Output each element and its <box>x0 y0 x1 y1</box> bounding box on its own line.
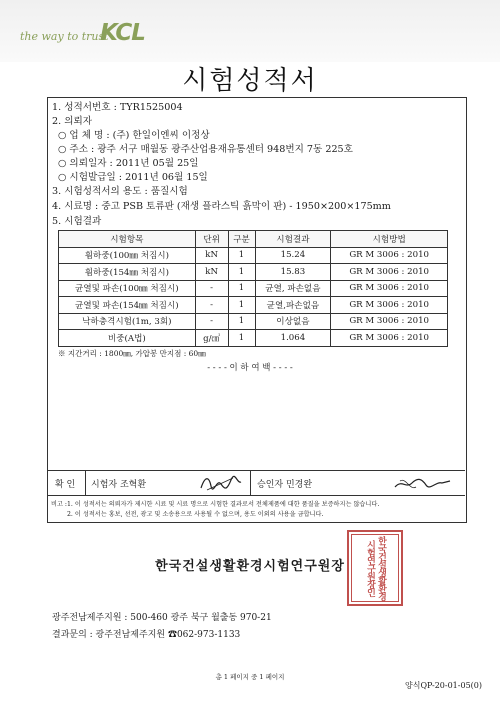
table-row <box>59 280 448 297</box>
col-header-method: 시험방법 <box>331 231 448 248</box>
cell-method: GR M 3006 : 2010 <box>331 297 448 314</box>
cell-result: 15.83 <box>255 264 331 281</box>
cell-item: 균열및 파손(154㎜ 처짐시) <box>59 297 196 314</box>
cert-number: 1. 성적서번호 : TYR1525004 <box>52 102 183 113</box>
seal-text: 한국건설생활환경시험연구원장인 <box>365 536 386 600</box>
cell-unit: - <box>195 280 228 297</box>
cell-unit: kN <box>195 247 228 264</box>
cell-method: GR M 3006 : 2010 <box>331 280 448 297</box>
signature-divider <box>85 471 86 495</box>
results-table <box>58 230 448 347</box>
remark-2: 2. 이 성적서는 홍보, 선전, 광고 및 소송용으로 사용될 수 없으며, 용도 이외의 사용을 금합니다. <box>67 510 324 518</box>
cell-result: 균열, 파손없음 <box>255 280 331 297</box>
col-header-division: 구분 <box>228 231 255 248</box>
company-name: ○ 업 체 명 : (주) 한일이엔씨 이정상 <box>58 130 210 141</box>
cell-result: 이상없음 <box>255 313 331 330</box>
footer-contact: 결과문의 : 광주전남제주지원 ☎062-973-1133 <box>52 630 241 640</box>
cell-result: 1.064 <box>255 330 331 347</box>
cell-item: 낙하충격시험(1m, 3회) <box>59 313 196 330</box>
seal-inner <box>351 534 399 602</box>
table-row <box>59 297 448 314</box>
table-header-row <box>59 231 448 248</box>
sample-name: 4. 시료명 : 중고 PSB 토류판 (재생 플라스틱 흙막이 판) - 1950×200×175mm <box>52 201 391 212</box>
tester-name: 시험자 조혁환 <box>91 480 147 490</box>
approver-signature <box>392 473 452 493</box>
table-row <box>59 247 448 264</box>
company-address: ○ 주소 : 광주 서구 매월동 광주산업용재유통센터 948번지 7동 225호 <box>58 144 353 155</box>
cell-division: 1 <box>228 297 255 314</box>
results-heading: 5. 시험결과 <box>52 216 102 227</box>
kcl-logo: KCL <box>100 20 145 46</box>
cell-unit: kN <box>195 264 228 281</box>
cell-unit: g/㎤ <box>195 330 228 347</box>
cell-method: GR M 3006 : 2010 <box>331 313 448 330</box>
request-date: ○ 의뢰일자 : 2011년 05월 25일 <box>58 158 199 169</box>
confirm-label: 확 인 <box>55 480 76 490</box>
cell-result: 15.24 <box>255 247 331 264</box>
cell-method: GR M 3006 : 2010 <box>331 247 448 264</box>
cell-division: 1 <box>228 330 255 347</box>
remarks <box>47 500 465 519</box>
footer-address: 광주전남제주지원 : 500-460 광주 북구 월출동 970-21 <box>52 613 272 623</box>
issuing-organization: 한국건설생활환경시험연구원장 <box>155 559 345 574</box>
client-heading: 2. 의뢰자 <box>52 116 93 127</box>
table-footnote: ※ 지간거리 : 1800㎜, 가압봉 만지점 : 60㎜ <box>58 349 206 358</box>
cell-division: 1 <box>228 247 255 264</box>
col-header-item: 시험항목 <box>59 231 196 248</box>
cell-item: 비중(A법) <box>59 330 196 347</box>
page-indicator: 총 1 페이지 중 1 페이지 <box>215 673 285 681</box>
table-row <box>59 330 448 347</box>
cell-division: 1 <box>228 280 255 297</box>
cell-method: GR M 3006 : 2010 <box>331 330 448 347</box>
remark-1: 1. 이 성적서는 의뢰자가 제시한 시료 및 시료 명으로 시험한 결과로서 전체제품에 대한 품질을 보증하지는 않습니다. <box>67 501 380 508</box>
cell-item: 휨하중(100㎜ 처짐시) <box>59 247 196 264</box>
signature-row <box>47 470 465 496</box>
cell-division: 1 <box>228 264 255 281</box>
approver-name: 승인자 민경완 <box>257 480 313 490</box>
end-mark: - - - - 이 하 여 백 - - - - <box>207 363 293 373</box>
tester-signature <box>197 472 243 494</box>
form-code: 양식QP-20-01-05(0) <box>405 681 482 690</box>
document-title: 시험성적서 <box>182 66 318 96</box>
cell-method: GR M 3006 : 2010 <box>331 264 448 281</box>
issue-date: ○ 시험발급일 : 2011년 06월 15일 <box>58 172 208 183</box>
remarks-label: 비고 : <box>51 501 68 508</box>
table-row <box>59 264 448 281</box>
cell-division: 1 <box>228 313 255 330</box>
official-seal <box>347 530 403 606</box>
table-row <box>59 313 448 330</box>
cell-item: 균열및 파손(100㎜ 처짐시) <box>59 280 196 297</box>
col-header-unit: 단위 <box>195 231 228 248</box>
cell-unit: - <box>195 297 228 314</box>
cell-unit: - <box>195 313 228 330</box>
tagline: the way to trust <box>20 30 109 43</box>
cell-item: 휨하중(154㎜ 처짐시) <box>59 264 196 281</box>
col-header-result: 시험결과 <box>255 231 331 248</box>
cell-result: 균열,파손없음 <box>255 297 331 314</box>
signature-divider <box>250 471 251 495</box>
purpose: 3. 시험성적서의 용도 : 품질시험 <box>52 186 188 197</box>
